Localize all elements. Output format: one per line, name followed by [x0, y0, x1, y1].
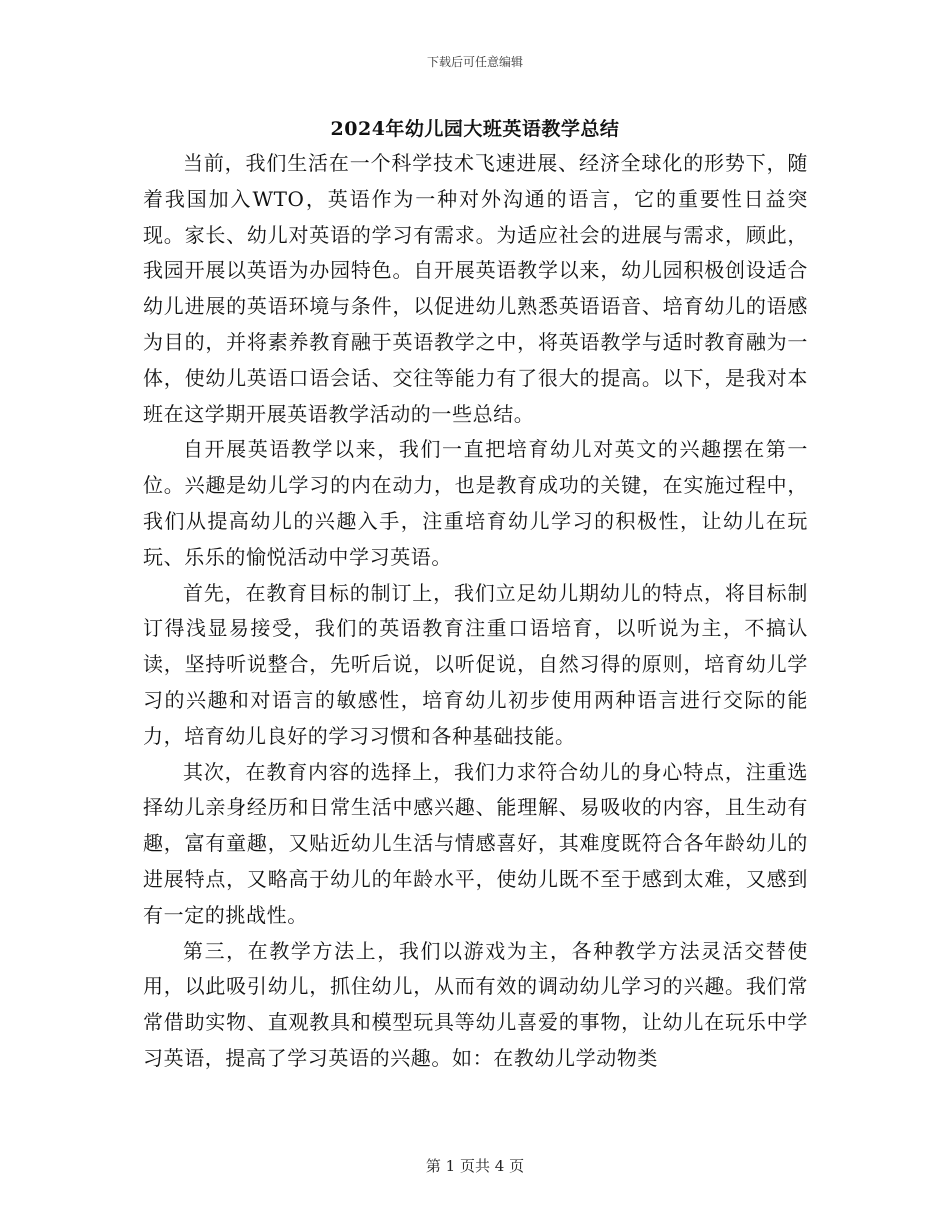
paragraph-intro: 当前，我们生活在一个科学技术飞速进展、经济全球化的形势下，随着我国加入WTO，英语作为一种对外沟通的语言，它的重要性日益突现。家长、幼儿对英语的学习有需求。为适应社会的进展与需求，顾此，我园开展以英语为办园特色。自开展英语教学以来，幼儿园积极创设适合幼儿进展的英语环境与条件，以促进幼儿熟悉英语语音、培育幼儿的语感为目的，并将素养教育融于英语教学之中，将英语教学与适时教育融为一体，使幼儿英语口语会话、交往等能力有了很大的提高。以下，是我对本班在这学期开展英语教学活动的一些总结。 [143, 151, 808, 426]
page-header-note: 下载后可任意编辑 [426, 55, 523, 69]
paragraph-interest: 自开展英语教学以来，我们一直把培育幼儿对英文的兴趣摆在第一位。兴趣是幼儿学习的内在动力，也是教育成功的关键，在实施过程中，我们从提高幼儿的兴趣入手，注重培育幼儿学习的积极性，让幼儿在玩玩、乐乐的愉悦活动中学习英语。 [143, 437, 808, 569]
paragraph-content: 其次，在教育内容的选择上，我们力求符合幼儿的身心特点，注重选择幼儿亲身经历和日常生活中感兴趣、能理解、易吸收的内容，且生动有趣，富有童趣，又贴近幼儿生活与情感喜好，其难度既符合各年龄幼儿的进展特点，又略高于幼儿的年龄水平，使幼儿既不至于感到太难，又感到有一定的挑战性。 [143, 759, 808, 927]
paragraph-methods: 第三，在教学方法上，我们以游戏为主，各种教学方法灵活交替使用，以此吸引幼儿，抓住幼儿，从而有效的调动幼儿学习的兴趣。我们常常借助实物、直观教具和模型玩具等幼儿喜爱的事物，让幼儿在玩乐中学习英语，提高了学习英语的兴趣。如：在教幼儿学动物类 [143, 938, 808, 1070]
page-number: 第 1 页共 4 页 [425, 1157, 525, 1175]
document-title: 2024年幼儿园大班英语教学总结 [330, 118, 620, 140]
paragraph-goals: 首先，在教育目标的制订上，我们立足幼儿期幼儿的特点，将目标制订得浅显易接受，我们的英语教育注重口语培育，以听说为主，不搞认读，坚持听说整合，先听后说，以听促说，自然习得的原则，培育幼儿学习的兴趣和对语言的敏感性，培育幼儿初步使用两种语言进行交际的能力，培育幼儿良好的学习习惯和各种基础技能。 [143, 580, 808, 748]
document-body [143, 146, 808, 1077]
